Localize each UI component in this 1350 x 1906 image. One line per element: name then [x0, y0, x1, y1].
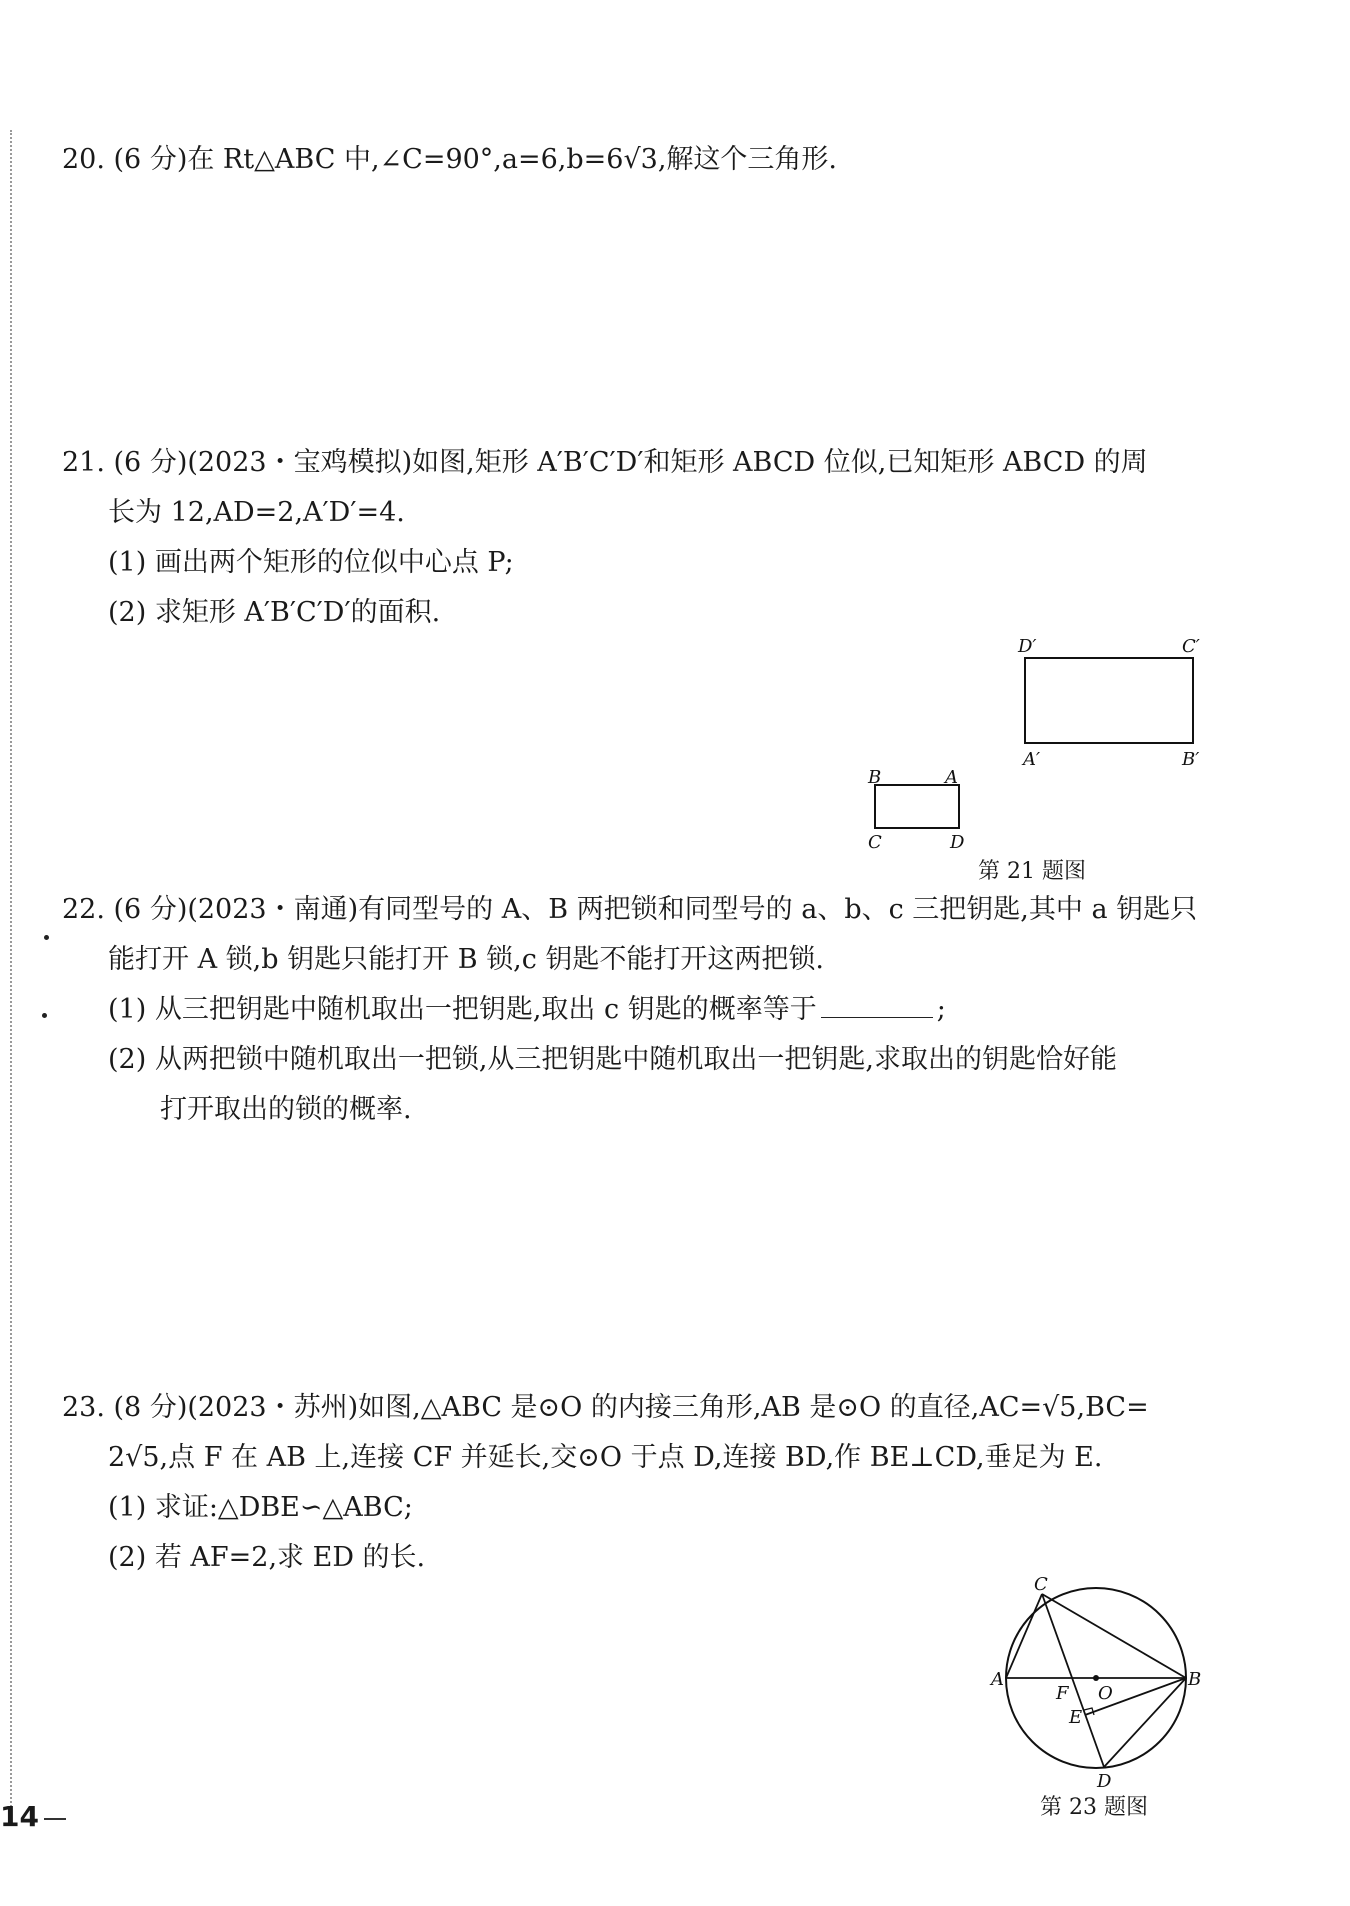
label-e: E — [1069, 1707, 1083, 1728]
question-21-part1: (1) 画出两个矩形的位似中心点 P; — [108, 547, 514, 578]
rectangle-a1b1c1d1 — [1025, 658, 1193, 743]
page-number: 14 — [0, 1800, 39, 1833]
label-a: A — [991, 1669, 1004, 1690]
label-c-prime: C′ — [1182, 636, 1200, 657]
question-22-part1 — [62, 985, 1202, 1035]
segment-bc — [1042, 1594, 1186, 1678]
figure-21 — [860, 625, 1220, 870]
label-c: C — [868, 832, 882, 853]
label-b-prime: B′ — [1182, 749, 1200, 770]
question-21 — [62, 438, 1202, 638]
question-23-part1: (1) 求证:△DBE∽△ABC; — [108, 1492, 413, 1523]
question-23-part2: (2) 若 AF=2,求 ED 的长. — [108, 1542, 426, 1573]
question-22-part1-text: (1) 从三把钥匙中随机取出一把钥匙,取出 c 钥匙的概率等于 — [108, 994, 817, 1025]
label-d-prime: D′ — [1018, 636, 1037, 657]
question-22-text-line1: 22. (6 分)(2023・南通)有同型号的 A、B 两把锁和同型号的 a、b、c 三把钥匙,其中 a 钥匙只 — [62, 894, 1198, 925]
question-23-text-line1: 23. (8 分)(2023・苏州)如图,△ABC 是⊙O 的内接三角形,AB 是⊙O 的直径,AC=√5,BC= — [62, 1392, 1149, 1423]
label-a-prime: A′ — [1023, 749, 1041, 770]
figure-23-caption: 第 23 题图 — [1040, 1795, 1148, 1820]
center-point — [1093, 1675, 1099, 1681]
stray-dot — [42, 1013, 47, 1018]
question-21-text-line1: 21. (6 分)(2023・宝鸡模拟)如图,矩形 A′B′C′D′和矩形 ABCD 位似,已知矩形 ABCD 的周 — [62, 447, 1148, 478]
question-22 — [62, 885, 1202, 1135]
label-c: C — [1034, 1575, 1048, 1595]
label-b: B — [1188, 1669, 1202, 1690]
figure-23 — [985, 1575, 1210, 1790]
footer-dash — [44, 1818, 66, 1820]
question-22-part2-line1: (2) 从两把锁中随机取出一把锁,从三把钥匙中随机取出一把钥匙,求取出的钥匙恰好能 — [108, 1044, 1117, 1075]
label-d: D — [1097, 1771, 1112, 1790]
question-23 — [62, 1383, 1202, 1583]
question-23-text-line2: 2√5,点 F 在 AB 上,连接 CF 并延长,交⊙O 于点 D,连接 BD,作 BE⊥CD,垂足为 E. — [108, 1442, 1103, 1473]
question-20-text: 20. (6 分)在 Rt△ABC 中,∠C=90°,a=6,b=6√3,解这个三角形. — [62, 144, 837, 175]
segment-ac — [1006, 1594, 1042, 1678]
answer-blank[interactable] — [821, 989, 933, 1018]
label-o: O — [1098, 1683, 1113, 1704]
margin-dotted-line — [10, 130, 12, 1810]
label-f: F — [1056, 1683, 1069, 1704]
question-22-part1-end: ; — [936, 994, 946, 1025]
label-a: A — [945, 767, 958, 788]
question-20 — [62, 135, 1202, 185]
question-22-text-line2: 能打开 A 锁,b 钥匙只能打开 B 锁,c 钥匙不能打开这两把锁. — [108, 944, 824, 975]
question-21-part2: (2) 求矩形 A′B′C′D′的面积. — [108, 597, 441, 628]
stray-dot — [44, 935, 49, 940]
rectangle-abcd — [875, 785, 959, 828]
label-d: D — [950, 832, 965, 853]
question-22-part2-line2: 打开取出的锁的概率. — [160, 1094, 412, 1125]
figure-21-caption: 第 21 题图 — [978, 859, 1086, 884]
question-21-text-line2: 长为 12,AD=2,A′D′=4. — [108, 497, 405, 528]
label-b: B — [868, 767, 882, 788]
